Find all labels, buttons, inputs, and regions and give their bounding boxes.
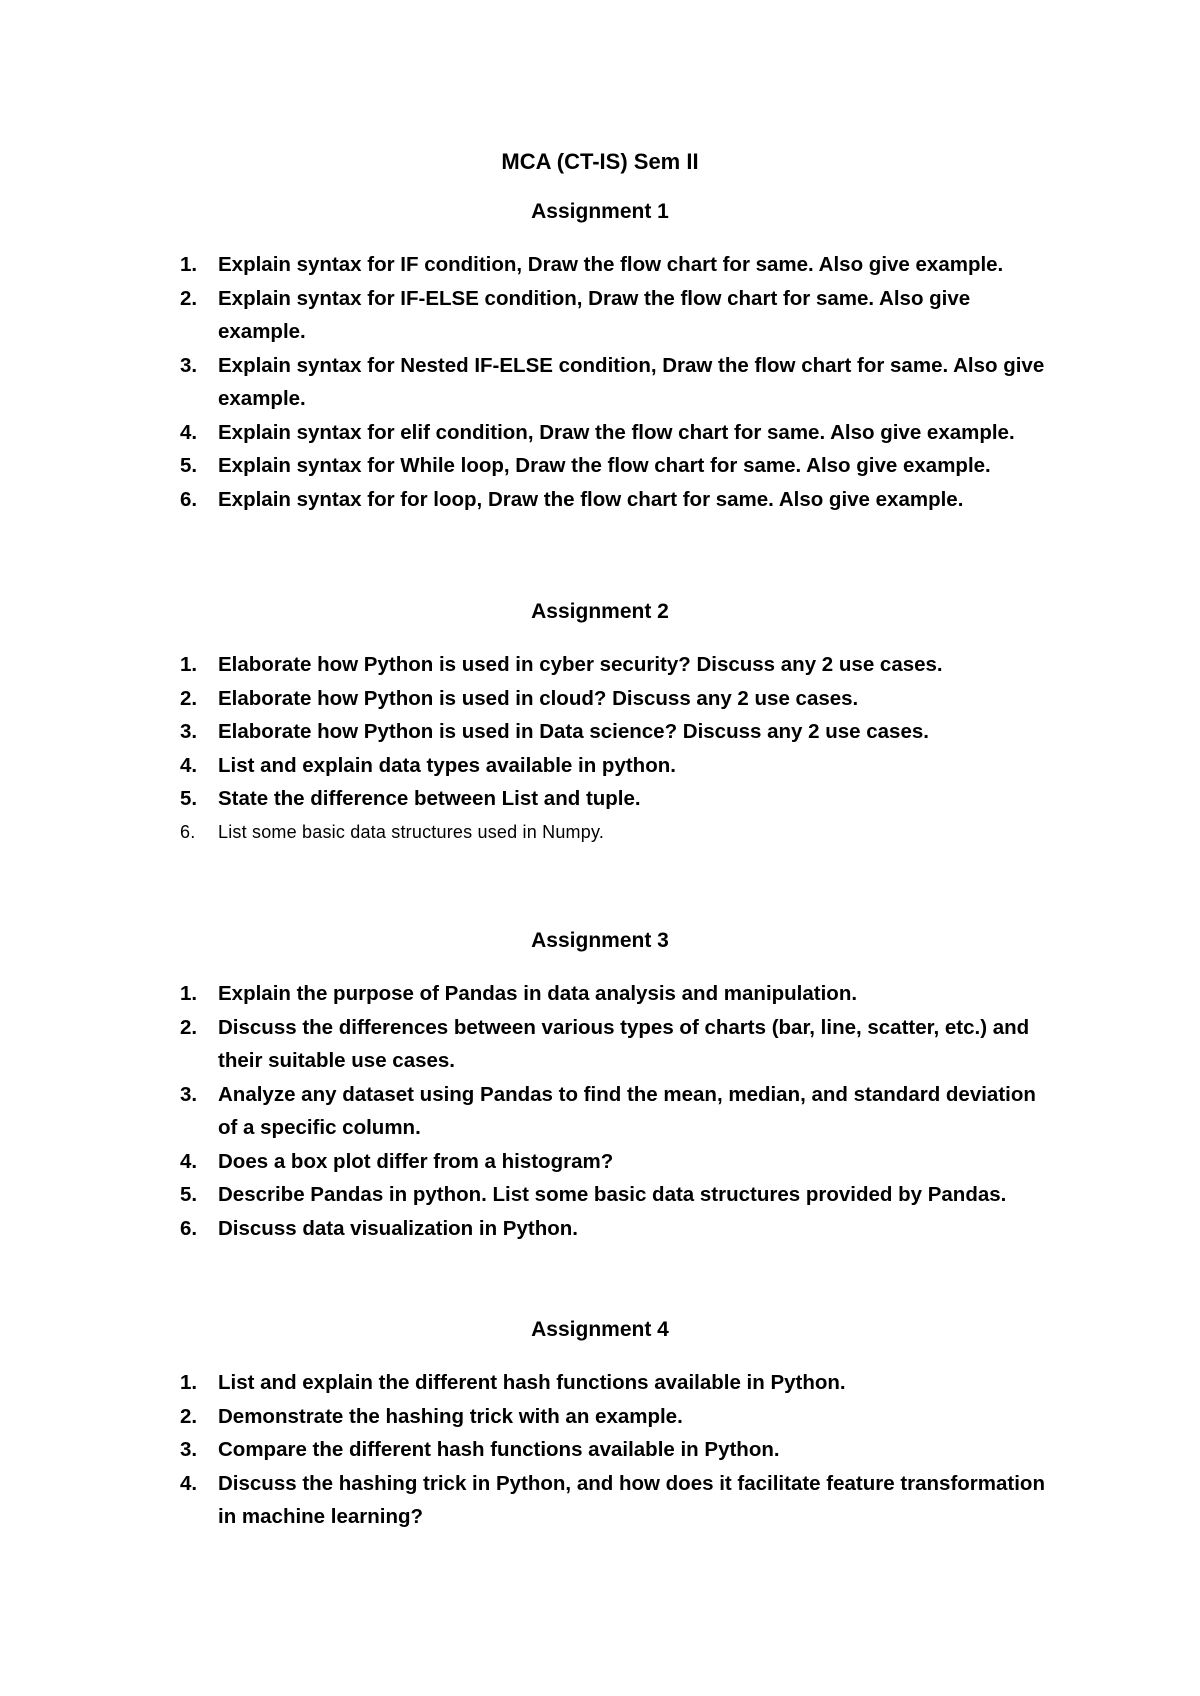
question-text: Discuss the differences between various types of charts (bar, line, scatter, etc.) and their suitable use cases. (218, 1015, 1030, 1072)
question-item (0, 483, 1058, 517)
question-list (0, 1366, 1200, 1534)
question-text: Elaborate how Python is used in Data science? Discuss any 2 use cases. (218, 720, 929, 743)
question-number: 5. (180, 454, 198, 477)
question-text: Compare the different hash functions available in Python. (218, 1438, 780, 1461)
question-text: Explain syntax for IF condition, Draw the flow chart for same. Also give example. (218, 253, 1004, 276)
assignment-3-section (0, 927, 1200, 1245)
question-number: 6. (180, 487, 198, 511)
question-item (0, 1212, 1058, 1246)
question-list (0, 248, 1200, 516)
assignment-4-section (0, 1316, 1200, 1534)
question-number: 3. (180, 1082, 198, 1106)
question-item (0, 1011, 1058, 1078)
assignment-heading: Assignment 2 (531, 600, 669, 623)
question-item (0, 1467, 1058, 1534)
assignment-1-section (0, 198, 1200, 516)
question-text: Discuss data visualization in Python. (218, 1216, 578, 1240)
question-item (0, 977, 1058, 1011)
question-number: 6. (180, 821, 196, 842)
question-text: Analyze any dataset using Pandas to find the mean, median, and standard deviation of a specific column. (218, 1082, 1036, 1139)
question-number: 2. (180, 286, 198, 310)
question-number: 4. (180, 1149, 198, 1173)
question-number: 3. (180, 1438, 198, 1461)
question-item (0, 449, 1058, 483)
question-number: 3. (180, 720, 198, 743)
question-number: 1. (180, 653, 198, 676)
question-number: 5. (180, 1183, 198, 1206)
document-title: MCA (CT-IS) Sem II (501, 149, 699, 174)
question-item (0, 1400, 1058, 1434)
question-number: 4. (180, 420, 198, 444)
question-number: 2. (180, 1015, 198, 1039)
question-text: State the difference between List and tuple. (218, 787, 641, 810)
question-number: 2. (180, 686, 198, 710)
question-item (0, 282, 1058, 349)
question-number: 1. (180, 253, 198, 276)
question-text: Discuss the hashing trick in Python, and how does it facilitate feature transformation in machine learning? (218, 1471, 1045, 1528)
question-text: Does a box plot differ from a histogram? (218, 1149, 614, 1173)
question-text: Elaborate how Python is used in cyber security? Discuss any 2 use cases. (218, 653, 943, 676)
question-item (0, 749, 1058, 783)
question-item (0, 816, 1058, 850)
question-item (0, 648, 1058, 682)
question-item (0, 682, 1058, 716)
question-item (0, 1366, 1058, 1400)
question-item (0, 349, 1058, 416)
question-number: 4. (180, 753, 198, 777)
assignment-2-section (0, 598, 1200, 849)
assignment-heading: Assignment 1 (531, 200, 669, 223)
question-text: Demonstrate the hashing trick with an example. (218, 1404, 683, 1428)
question-item (0, 715, 1058, 749)
question-number: 1. (180, 1371, 198, 1394)
question-item (0, 416, 1058, 450)
question-item (0, 1145, 1058, 1179)
question-text: Explain syntax for for loop, Draw the flow chart for same. Also give example. (218, 487, 964, 511)
question-number: 5. (180, 787, 198, 810)
question-list (0, 648, 1200, 849)
question-number: 4. (180, 1471, 198, 1495)
assignment-heading: Assignment 4 (531, 1318, 669, 1341)
question-text: Explain syntax for elif condition, Draw the flow chart for same. Also give example. (218, 420, 1015, 444)
question-list (0, 977, 1200, 1245)
question-text: List some basic data structures used in Numpy. (218, 821, 605, 842)
question-text: Explain syntax for IF-ELSE condition, Draw the flow chart for same. Also give example. (218, 286, 971, 343)
question-number: 1. (180, 982, 198, 1005)
question-text: Explain syntax for Nested IF-ELSE condition, Draw the flow chart for same. Also give example. (218, 353, 1045, 410)
question-item (0, 248, 1058, 282)
question-item (0, 782, 1058, 816)
question-number: 2. (180, 1404, 198, 1428)
question-text: Describe Pandas in python. List some basic data structures provided by Pandas. (218, 1183, 1007, 1206)
question-number: 3. (180, 353, 198, 377)
question-text: Explain syntax for While loop, Draw the flow chart for same. Also give example. (218, 454, 991, 477)
question-item (0, 1433, 1058, 1467)
question-item (0, 1178, 1058, 1212)
question-number: 6. (180, 1216, 198, 1240)
assignment-heading: Assignment 3 (531, 929, 669, 952)
question-text: List and explain data types available in python. (218, 753, 676, 777)
question-text: Explain the purpose of Pandas in data analysis and manipulation. (218, 982, 858, 1005)
question-item (0, 1078, 1058, 1145)
question-text: Elaborate how Python is used in cloud? Discuss any 2 use cases. (218, 686, 859, 710)
question-text: List and explain the different hash functions available in Python. (218, 1371, 846, 1394)
